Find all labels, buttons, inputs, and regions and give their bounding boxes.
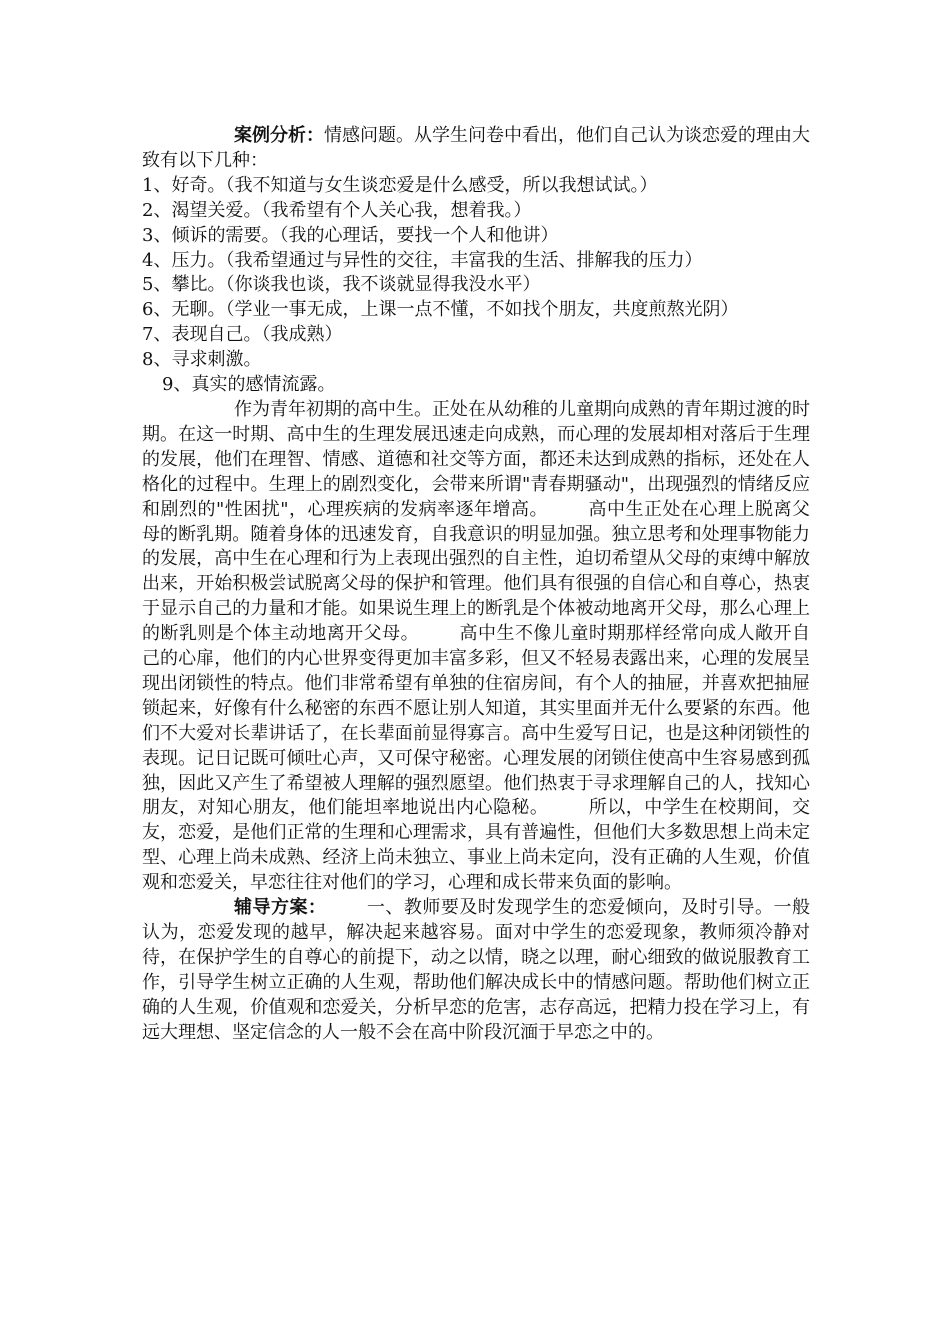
case-analysis-paragraph xyxy=(142,124,810,174)
reason-item-6: 6、无聊。（学业一事无成，上课一点不懂，不如找个朋友，共度煎熬光阴） xyxy=(142,299,739,321)
analysis-part-3: 高中生不像儿童时期那样经常向成人敞开自己的心扉，他们的内心世界变得更加丰富多彩，但又不轻易表露出来，心理的发展呈现出闭锁性的特点。他们非常希望有单独的住宿房间，有个人的抽屉，并喜欢把抽屉锁起来，好像有什么秘密的东西不愿让别人知道，其实里面并无什么要紧的东西。他们不大爱对长辈讲话了，在长辈面前显得寡言。高中生爱写日记，也是这种闭锁性的表现。记日记既可倾吐心声，又可保守秘密。心理发展的闭锁住使高中生容易感到孤独，因此又产生了希望被人理解的强烈愿望。他们热衷于寻求理解自己的人，找知心朋友，对知心朋友，他们能坦率地说出内心隐秘。 xyxy=(142,623,811,819)
guidance-text: 一、教师要及时发现学生的恋爱倾向，及时引导。一般认为，恋爱发现的越早，解决起来越容易。面对中学生的恋爱现象，教师须冷静对待，在保护学生的自尊心的前提下，动之以情，晓之以理，耐心细致的做说服教育工作，引导学生树立正确的人生观，帮助他们解决成长中的情感问题。帮助他们树立正确的人生观，价值观和恋爱关，分析早恋的危害，志存高远，把精力投在学习上，有远大理想、坚定信念的人一般不会在高中阶段沉湎于早恋之中的。 xyxy=(142,897,811,1043)
analysis-paragraph xyxy=(142,398,810,896)
analysis-part-1: 作为青年初期的高中生。正处在从幼稚的儿童期向成熟的青年期过渡的时期。在这一时期、高中生的生理发展迅速走向成熟，而心理的发展却相对落后于生理的发展，他们在理智、情感、道德和社交等方面，都还未达到成熟的指标，还处在人格化的过程中。生理上的剧烈变化，会带来所谓"青春期骚动"，出现强烈的情绪反应和剧烈的"性困扰"，心理疾病的发病率逐年增高。 xyxy=(142,398,810,520)
reason-item-1: 1、好奇。（我不知道与女生谈恋爱是什么感受，所以我想试试。） xyxy=(142,174,658,196)
reason-item-9: 9、真实的感情流露。 xyxy=(162,374,336,396)
reason-item-2: 2、渴望关爱。（我希望有个人关心我，想着我。） xyxy=(142,199,532,221)
reason-item-7: 7、表现自己。（我成熟） xyxy=(142,324,343,346)
document-body xyxy=(142,124,810,1046)
guidance-paragraph xyxy=(142,896,810,1045)
case-analysis-intro: 情感问题。从学生问卷中看出，他们自己认为谈恋爱的理由大致有以下几种： xyxy=(142,125,810,171)
analysis-part-4: 所以，中学生在校期间，交友，恋爱，是他们正常的生理和心理需求，具有普遍性，但他们大多数思想上尚未定型、心理上尚未成熟、经济上尚未独立、事业上尚未定向，没有正确的人生观，价值观和恋爱关，早恋往往对他们的学习，心理和成长带来负面的影响。 xyxy=(142,797,811,894)
guidance-label: 辅导方案： xyxy=(234,897,327,919)
reason-item-8: 8、寻求刺激。 xyxy=(142,349,262,371)
reason-item-3: 3、倾诉的需要。（我的心理话，要找一个人和他讲） xyxy=(142,224,559,246)
reason-item-4: 4、压力。（我希望通过与异性的交往，丰富我的生活、排解我的压力） xyxy=(142,249,703,271)
analysis-part-2: 高中生正处在心理上脱离父母的断乳期。随着身体的迅速发育，自我意识的明显加强。独立思考和处理事物能力的发展，高中生在心理和行为上表现出强烈的自主性，迫切希望从父母的束缚中解放出来，开始积极尝试脱离父母的保护和管理。他们具有很强的自信心和自尊心，热衷于显示自己的力量和才能。如果说生理上的断乳是个体被动地离开父母，那么心理上的断乳则是个体主动地离开父母。 xyxy=(142,498,810,645)
case-analysis-label: 案例分析： xyxy=(234,125,324,146)
reason-item-5: 5、攀比。（你谈我也谈，我不谈就显得我没水平） xyxy=(142,274,541,296)
